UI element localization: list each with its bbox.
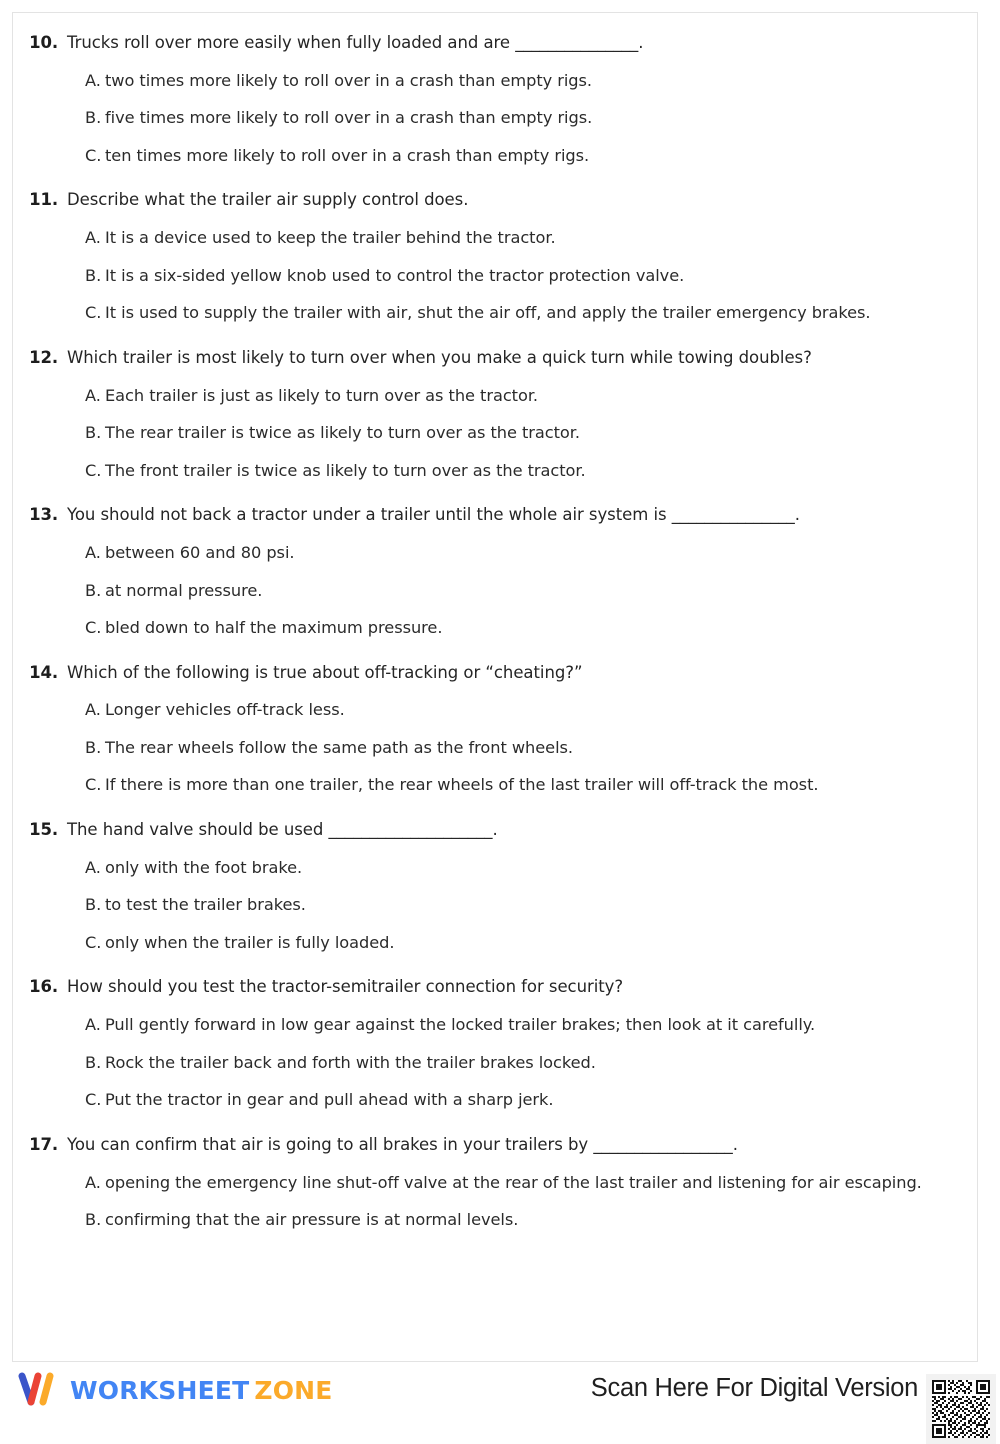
option-letter: B. — [85, 580, 102, 600]
option-letter: A. — [85, 1172, 101, 1192]
question-line — [23, 661, 955, 685]
option-letter: C. — [85, 1090, 102, 1110]
option-letter: B. — [85, 108, 102, 128]
worksheet-zone-w-mark-icon — [16, 1370, 62, 1410]
question-text: Which of the following is true about off-tracking or “cheating?” — [67, 662, 583, 682]
option-row[interactable] — [23, 69, 955, 92]
option-letter: C. — [85, 618, 102, 638]
option-row[interactable] — [23, 1051, 955, 1074]
option-letter: B. — [85, 1210, 102, 1230]
option-letter: A. — [85, 385, 101, 405]
option-letter: C. — [85, 303, 102, 323]
question-block — [23, 503, 955, 639]
option-letter: A. — [85, 70, 101, 90]
option-row[interactable] — [23, 1088, 955, 1111]
option-text: The rear trailer is twice as likely to turn over as the tractor. — [105, 423, 580, 443]
option-row[interactable] — [23, 931, 955, 954]
option-text: The front trailer is twice as likely to turn over as the tractor. — [105, 460, 586, 480]
option-text: Longer vehicles off-track less. — [105, 700, 345, 720]
option-row[interactable] — [23, 541, 955, 564]
option-row[interactable] — [23, 579, 955, 602]
option-text: The rear wheels follow the same path as the front wheels. — [105, 737, 574, 757]
option-letter: B. — [85, 423, 102, 443]
question-block — [23, 346, 955, 482]
option-letter: B. — [85, 265, 102, 285]
question-block — [23, 31, 955, 167]
question-number: 11. — [29, 190, 58, 210]
option-text: Put the tractor in gear and pull ahead with a sharp jerk. — [105, 1090, 554, 1110]
option-row[interactable] — [23, 1013, 955, 1036]
question-block — [23, 818, 955, 954]
option-text: bled down to half the maximum pressure. — [105, 618, 443, 638]
option-row[interactable] — [23, 616, 955, 639]
question-block — [23, 1133, 955, 1232]
question-block — [23, 661, 955, 797]
option-row[interactable] — [23, 384, 955, 407]
question-block — [23, 975, 955, 1111]
question-number: 13. — [29, 505, 58, 525]
option-text: opening the emergency line shut-off valve at the rear of the last trailer and listening for air escaping. — [105, 1172, 922, 1192]
question-line — [23, 503, 955, 527]
questions-container — [13, 13, 977, 1263]
option-text: If there is more than one trailer, the rear wheels of the last trailer will off-track the most. — [105, 775, 819, 795]
option-letter: C. — [85, 145, 102, 165]
worksheet-zone-logo[interactable] — [16, 1368, 333, 1412]
question-number: 14. — [29, 662, 58, 682]
option-text: only when the trailer is fully loaded. — [105, 932, 395, 952]
question-line — [23, 346, 955, 370]
option-text: at normal pressure. — [105, 580, 263, 600]
option-row[interactable] — [23, 1208, 955, 1231]
question-number: 15. — [29, 819, 58, 839]
option-text: It is used to supply the trailer with air, shut the air off, and apply the trailer emergency brakes. — [105, 303, 871, 323]
question-text: How should you test the tractor-semitrailer connection for security? — [67, 977, 624, 997]
option-text: Each trailer is just as likely to turn over as the tractor. — [105, 385, 539, 405]
question-number: 12. — [29, 347, 58, 367]
question-number: 10. — [29, 33, 58, 52]
option-row[interactable] — [23, 1171, 955, 1194]
question-line — [23, 1133, 955, 1157]
option-text: It is a six-sided yellow knob used to control the tractor protection valve. — [105, 265, 685, 285]
option-text: confirming that the air pressure is at normal levels. — [105, 1210, 519, 1230]
logo-wordmark — [70, 1376, 333, 1405]
option-row[interactable] — [23, 106, 955, 129]
option-letter: A. — [85, 700, 101, 720]
question-text: You can confirm that air is going to all brakes in your trailers by _________________. — [67, 1134, 738, 1154]
option-text: It is a device used to keep the trailer behind the tractor. — [105, 228, 556, 248]
option-letter: C. — [85, 932, 102, 952]
option-row[interactable] — [23, 698, 955, 721]
option-text: Pull gently forward in low gear against the locked trailer brakes; then look at it carefully. — [105, 1015, 816, 1035]
option-text: only with the foot brake. — [105, 857, 303, 877]
question-line — [23, 188, 955, 212]
question-number: 16. — [29, 977, 58, 997]
option-row[interactable] — [23, 226, 955, 249]
option-letter: C. — [85, 460, 102, 480]
question-text: Which trailer is most likely to turn over when you make a quick turn while towing doubles? — [67, 347, 812, 367]
option-row[interactable] — [23, 736, 955, 759]
option-text: Rock the trailer back and forth with the trailer brakes locked. — [105, 1052, 596, 1072]
question-text: Describe what the trailer air supply control does. — [67, 190, 469, 210]
option-row[interactable] — [23, 421, 955, 444]
question-line — [23, 31, 955, 55]
option-text: to test the trailer brakes. — [105, 895, 306, 915]
option-row[interactable] — [23, 144, 955, 167]
option-letter: A. — [85, 543, 101, 563]
page-footer — [0, 1362, 1000, 1414]
option-row[interactable] — [23, 856, 955, 879]
option-row[interactable] — [23, 773, 955, 796]
worksheet-page — [12, 12, 978, 1362]
question-text: The hand valve should be used ____________________. — [67, 819, 498, 839]
option-letter: B. — [85, 737, 102, 757]
scan-here-label: Scan Here For Digital Version — [590, 1374, 918, 1402]
option-text: ten times more likely to roll over in a crash than empty rigs. — [105, 145, 590, 165]
qr-code[interactable] — [926, 1374, 996, 1444]
option-row[interactable] — [23, 264, 955, 287]
question-line — [23, 975, 955, 999]
option-text: five times more likely to roll over in a crash than empty rigs. — [105, 108, 593, 128]
option-letter: A. — [85, 1015, 101, 1035]
option-letter: B. — [85, 895, 102, 915]
option-letter: C. — [85, 775, 102, 795]
question-number: 17. — [29, 1134, 58, 1154]
option-letter: A. — [85, 857, 101, 877]
option-row[interactable] — [23, 893, 955, 916]
logo-secondary-text: ZONE — [254, 1375, 333, 1405]
logo-primary-text: WORKSHEET — [70, 1375, 250, 1405]
option-letter: A. — [85, 228, 101, 248]
option-text: two times more likely to roll over in a crash than empty rigs. — [105, 70, 593, 90]
question-line — [23, 818, 955, 842]
question-text: You should not back a tractor under a trailer until the whole air system is _______________. — [67, 505, 800, 525]
question-block — [23, 188, 955, 324]
option-text: between 60 and 80 psi. — [105, 543, 295, 563]
option-letter: B. — [85, 1052, 102, 1072]
option-row[interactable] — [23, 459, 955, 482]
option-row[interactable] — [23, 301, 955, 324]
question-text: Trucks roll over more easily when fully loaded and are _______________. — [67, 33, 644, 52]
